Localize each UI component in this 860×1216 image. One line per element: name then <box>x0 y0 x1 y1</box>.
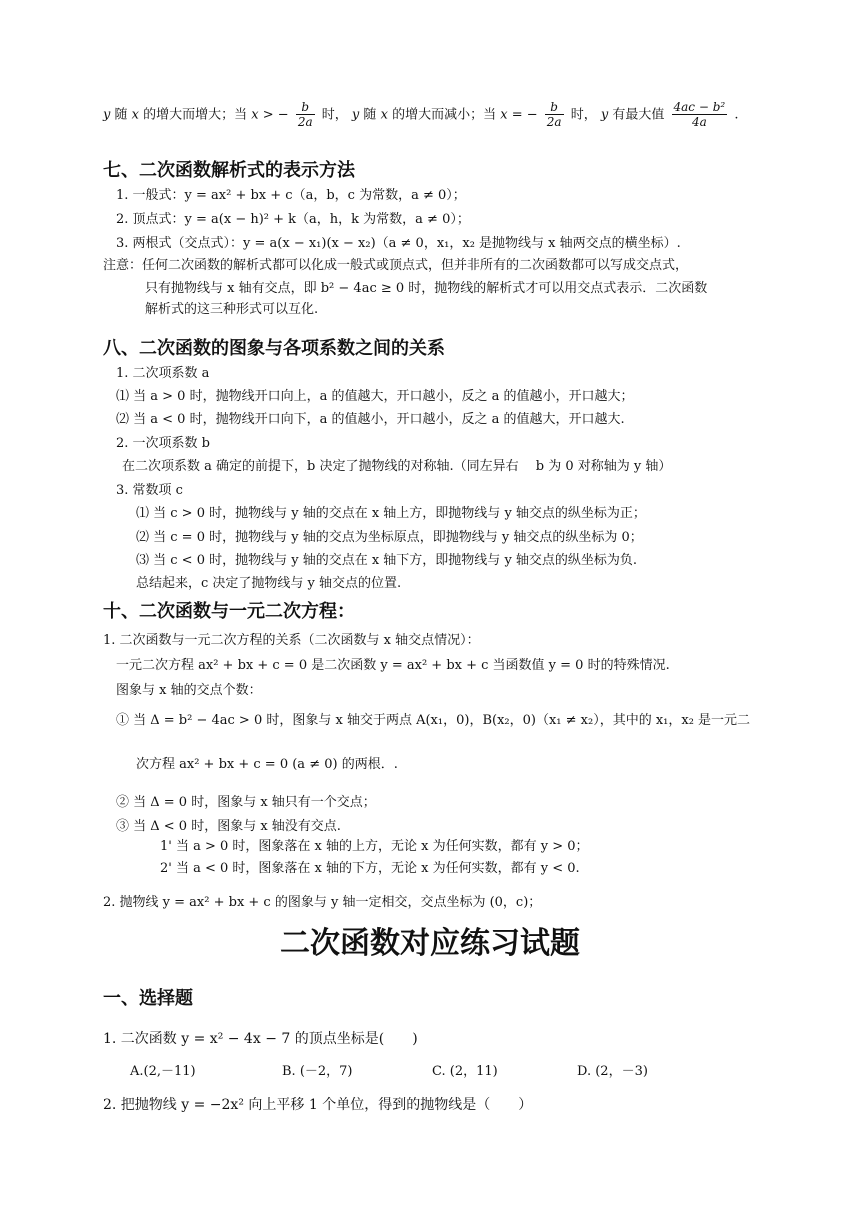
text: 时， <box>570 107 597 123</box>
s8-line: ⑵ 当 a < 0 时，抛物线开口向下，a 的值越小，开口越小，反之 a 的值越大，开口越大. <box>116 412 625 427</box>
s10-line: 1' 当 a > 0 时，图象落在 x 轴的上方，无论 x 为任何实数，都有 y > 0； <box>160 839 589 854</box>
s8-line: 3. 常数项 c <box>116 483 183 498</box>
s7-line: 2. 顶点式：y = a(x − h)² + k（a，h，k 为常数，a ≠ 0）； <box>116 212 470 227</box>
text: 随 <box>363 107 377 123</box>
s8-line: ⑵ 当 c = 0 时，抛物线与 y 轴的交点为坐标原点，即抛物线与 y 轴交点的纵坐标为 0； <box>136 530 643 545</box>
s8-line: ⑴ 当 a > 0 时，抛物线开口向上，a 的值越大，开口越小，反之 a 的值越小，开口越大； <box>116 389 634 404</box>
frac-den: 2a <box>546 115 562 130</box>
note-line: 注意：任何二次函数的解析式都可以化成一般式或顶点式，但并非所有的二次函数都可以写成交点式， <box>103 258 689 273</box>
s10-line: 次方程 ax² + bx + c = 0 (a ≠ 0) 的两根．. <box>136 757 398 772</box>
fraction <box>545 100 564 130</box>
frac-num: b <box>296 100 315 115</box>
question: 1. 二次函数 y = x² − 4x − 7 的顶点坐标是( ) <box>103 1031 418 1047</box>
s10-line: 一元二次方程 ax² + bx + c = 0 是二次函数 y = ax² + bx + c 当函数值 y = 0 时的特殊情况. <box>116 658 670 673</box>
s7-line: 3. 两根式（交点式）：y = a(x − x₁)(x − x₂)（a ≠ 0，x₁，x₂ 是抛物线与 x 轴两交点的横坐标）. <box>116 236 681 251</box>
s8-line: 总结起来，c 决定了抛物线与 y 轴交点的位置. <box>136 576 402 591</box>
s10-line: 1. 二次函数与一元二次方程的关系（二次函数与 x 轴交点情况）： <box>103 633 480 648</box>
text: 有最大值 <box>612 107 665 123</box>
page-title: 二次函数对应练习试题 <box>280 926 580 961</box>
question: 2. 把抛物线 y = −2x² 向上平移 1 个单位，得到的抛物线是（ ） <box>103 1097 533 1113</box>
var-x: x <box>131 107 139 123</box>
frac-num: b <box>545 100 564 115</box>
option: C. (2，11) <box>432 1064 498 1079</box>
var-y: y <box>600 107 609 123</box>
s10-line: ③ 当 Δ < 0 时，图象与 x 轴没有交点. <box>116 819 341 834</box>
section-heading: 八、二次函数的图象与各项系数之间的关系 <box>103 338 445 359</box>
s8-line: 2. 一次项系数 b <box>116 436 210 451</box>
var-x: x <box>380 107 388 123</box>
section-heading: 七、二次函数解析式的表示方法 <box>103 160 355 181</box>
var-x: x <box>500 107 508 123</box>
s10-line: ① 当 Δ = b² − 4ac > 0 时，图象与 x 轴交于两点 A(x₁，0)，B(x₂，0)（x₁ ≠ x₂），其中的 x₁，x₂ 是一元二 <box>116 713 751 728</box>
s8-line: ⑴ 当 c > 0 时，抛物线与 y 轴的交点在 x 轴上方，即抛物线与 y 轴交点的纵坐标为正； <box>136 506 646 521</box>
var-y: y <box>351 107 360 123</box>
fraction <box>672 100 728 130</box>
section-heading: 一、选择题 <box>103 988 193 1009</box>
note-line: 只有抛物线与 x 轴有交点，即 b² − 4ac ≥ 0 时，抛物线的解析式才可以用交点式表示．二次函数 <box>145 281 708 296</box>
frac-den: 2a <box>297 115 313 130</box>
frac-num: 4ac − b² <box>673 100 726 114</box>
option: A.(2,－11) <box>130 1064 196 1079</box>
s10-line: ② 当 Δ = 0 时，图象与 x 轴只有一个交点； <box>116 795 376 810</box>
s8-line: ⑶ 当 c < 0 时，抛物线与 y 轴的交点在 x 轴下方，即抛物线与 y 轴交点的纵坐标为负. <box>136 553 638 568</box>
top-line: y 随 x 的增大而增大；当 x > − $\frac{b}{2a}$ 时， y 随 x 的增大而减小；当 x = − $\frac{b}{2a}$ 时， y 有最大值 $\frac{\text{4ac − b²}}{4a}$ . <box>103 100 739 130</box>
fraction <box>296 100 315 130</box>
text: 的增大而减小；当 <box>392 107 497 123</box>
option: D. (2，－3) <box>577 1064 648 1079</box>
frac-den: 4a <box>691 115 707 130</box>
text: 的增大而增大；当 <box>143 107 248 123</box>
text: 时， <box>321 107 348 123</box>
text: 随 <box>114 107 128 123</box>
s10-line: 2' 当 a < 0 时，图象落在 x 轴的下方，无论 x 为任何实数，都有 y < 0. <box>160 861 580 876</box>
s10-line: 图象与 x 轴的交点个数： <box>116 683 262 698</box>
var-y: y <box>103 107 111 123</box>
var-x: x <box>251 107 259 123</box>
s7-line: 1. 一般式：y = ax² + bx + c（a，b，c 为常数，a ≠ 0）； <box>116 188 466 203</box>
s8-line: 在二次项系数 a 确定的前提下，b 决定了抛物线的对称轴.（同左异右 b 为 0 对称轴为 y 轴） <box>122 459 672 474</box>
section-heading: 十、二次函数与一元二次方程： <box>103 601 355 622</box>
option: B. (－2，7) <box>282 1064 353 1079</box>
s10-line: 2. 抛物线 y = ax² + bx + c 的图象与 y 轴一定相交，交点坐标为 (0，c)； <box>103 895 542 910</box>
s8-line: 1. 二次项系数 a <box>116 366 210 381</box>
note-line: 解析式的这三种形式可以互化. <box>145 302 319 317</box>
